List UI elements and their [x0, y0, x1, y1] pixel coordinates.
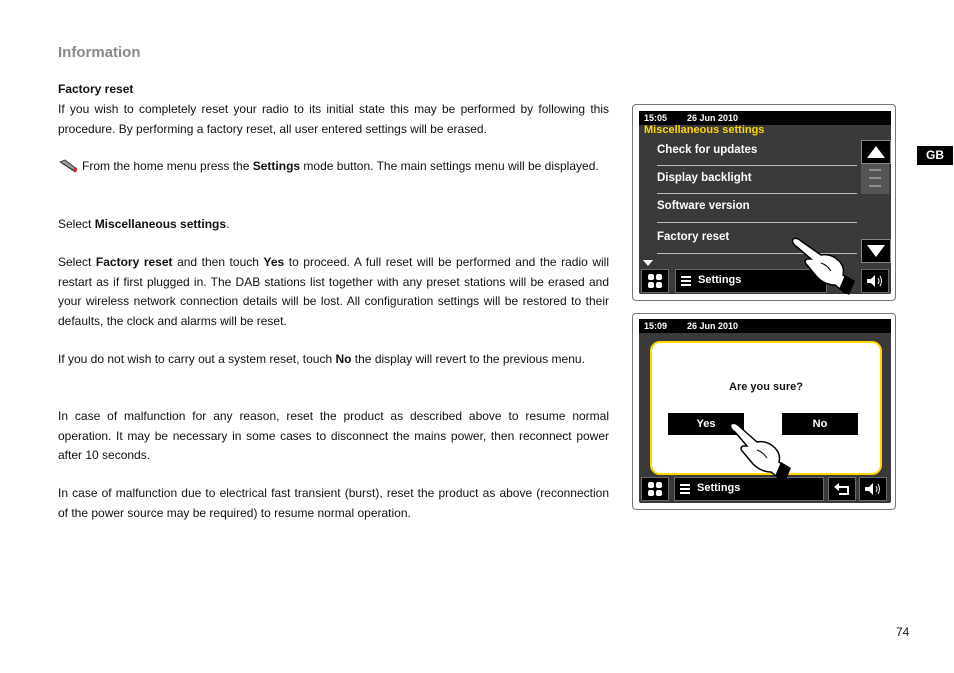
back-button[interactable] — [828, 477, 856, 501]
menu-icon — [680, 274, 692, 288]
scrollbar-thumb[interactable] — [861, 164, 889, 194]
home-icon — [642, 270, 668, 292]
scroll-lines-icon — [861, 164, 889, 194]
subheading: Factory reset — [58, 82, 134, 96]
home-button[interactable] — [641, 269, 669, 293]
more-indicator-icon — [643, 260, 653, 266]
status-date: 26 Jun 2010 — [687, 321, 739, 331]
status-bar — [639, 111, 891, 125]
paragraph-step3: Select Factory reset and then touch Yes to proceed. A full reset will be performed and the radio will restart as if first plugged in. The DAB stations list together with any preset stations will be erased and your wireless network connection details will be lost. All configuration settings will be restored to their defaults, the clock and alarms will be reset. — [58, 255, 610, 328]
section-title: Information — [58, 44, 141, 61]
menu-divider — [657, 222, 857, 223]
pointing-hand-icon — [729, 420, 797, 484]
settings-label: Settings — [698, 274, 742, 286]
scroll-up-button[interactable] — [861, 140, 891, 164]
menu-icon — [679, 482, 691, 496]
paragraph-cancel: If you do not wish to carry out a system reset, touch No the display will revert to the previous menu. — [58, 352, 585, 366]
status-bar — [639, 319, 891, 333]
screen2-frame — [632, 313, 896, 510]
screen1-frame — [632, 104, 896, 301]
status-time: 15:05 — [644, 113, 668, 123]
volume-icon — [860, 478, 886, 500]
language-tab: GB — [917, 146, 953, 165]
volume-icon — [862, 270, 888, 292]
menu-item-factory-reset[interactable]: Factory reset — [657, 231, 730, 243]
back-icon — [829, 478, 855, 500]
menu-divider — [657, 165, 857, 166]
paragraph-step1: From the home menu press the Settings mode button. The main settings menu will be displayed. — [82, 159, 599, 173]
paragraph-intro: If you wish to completely reset your radio to its initial state this may be performed by following this procedure. By performing a factory reset, all user entered settings will be erased. — [58, 102, 609, 136]
scroll-down-button[interactable] — [861, 239, 891, 263]
up-arrow-icon — [862, 141, 890, 163]
home-icon — [642, 478, 668, 500]
yes-button[interactable]: Yes — [668, 413, 744, 435]
menu-item-display-backlight[interactable]: Display backlight — [657, 172, 752, 184]
menu-title: Miscellaneous settings — [644, 124, 765, 136]
dialog-prompt: Are you sure? — [729, 381, 803, 393]
status-date: 26 Jun 2010 — [687, 113, 739, 123]
menu-item-check-updates[interactable]: Check for updates — [657, 144, 758, 156]
paragraph-burst: In case of malfunction due to electrical fast transient (burst), reset the product as above (reconnection of the power source may be required) to resume normal operation. — [58, 486, 609, 520]
no-button[interactable]: No — [782, 413, 858, 435]
volume-button[interactable] — [861, 269, 889, 293]
menu-divider — [657, 193, 857, 194]
status-time: 15:09 — [644, 321, 668, 331]
down-arrow-icon — [862, 240, 890, 262]
menu-item-software-version[interactable]: Software version — [657, 200, 750, 212]
settings-label: Settings — [697, 482, 741, 494]
home-button[interactable] — [641, 477, 669, 501]
tool-icon — [59, 159, 79, 173]
paragraph-step2: Select Miscellaneous settings. — [58, 217, 230, 231]
page-number: 74 — [896, 625, 910, 639]
volume-button[interactable] — [859, 477, 887, 501]
pointing-hand-icon — [791, 235, 859, 297]
paragraph-malfunction: In case of malfunction for any reason, reset the product as described above to resume normal operation. It may be necessary in some cases to disconnect the mains power, then reconnect power after 10 seconds. — [58, 409, 609, 462]
